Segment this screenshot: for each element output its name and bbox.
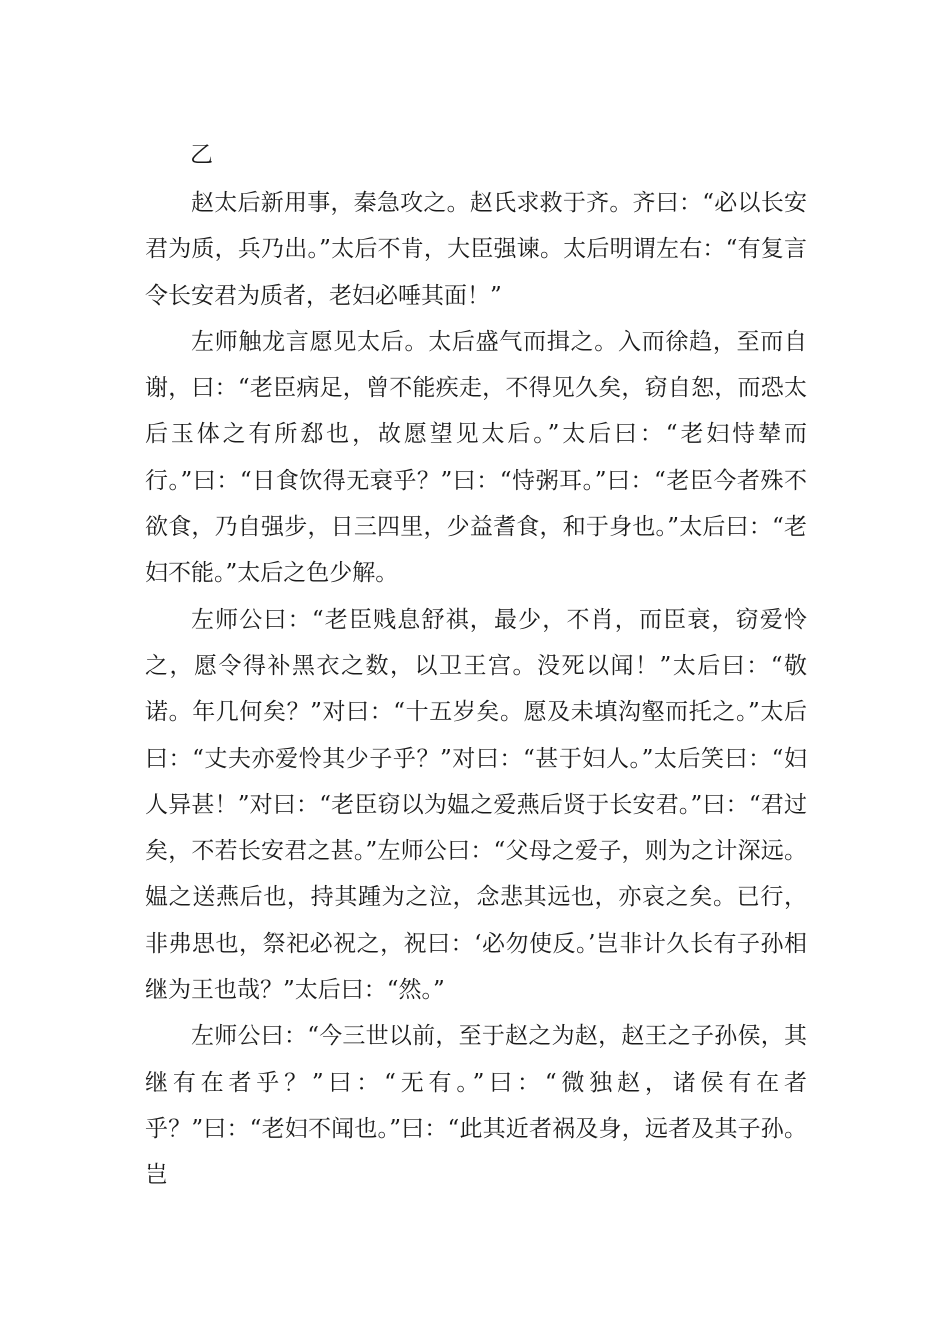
paragraph-4: 左师公曰：“今三世以前，至于赵之为赵，赵王之子孙侯，其继有在者乎？”曰：“无有。”曰：“微独赵，诸侯有在者乎？”曰：“老妇不闻也。”曰：“此其近者祸及身，远者及其子孙。岂 <box>145 1023 807 1189</box>
paragraph-2: 左师触龙言愿见太后。太后盛气而揖之。入而徐趋，至而自谢，曰：“老臣病足，曾不能疾走，不得见久矣，窃自恕，而恐太后玉体之有所郄也，故愿望见太后。”太后曰：“老妇恃辇而行。”曰：“日食饮得无衰乎？”曰：“恃粥耳。”曰：“老臣今者殊不欲食，乃自强步，日三四里，少益耆食，和于身也。”太后曰：“老妇不能。”太后之色少解。 <box>145 328 807 587</box>
paragraph-1: 赵太后新用事，秦急攻之。赵氏求救于齐。齐曰：“必以长安君为质，兵乃出。”太后不肯，大臣强谏。太后明谓左右：“有复言令长安君为质者，老妇必唾其面！” <box>145 190 807 309</box>
document-body <box>145 180 807 1199</box>
paragraph-3: 左师公曰：“老臣贱息舒祺，最少，不肖，而臣衰，窃爱怜之，愿令得补黑衣之数，以卫王宫。没死以闻！”太后曰：“敬诺。年几何矣？”对曰：“十五岁矣。愿及未填沟壑而托之。”太后曰：“丈夫亦爱怜其少子乎？”对曰：“甚于妇人。”太后笑曰：“妇人异甚！”对曰：“老臣窃以为媪之爱燕后贤于长安君。”曰：“君过矣，不若长安君之甚。”左师公曰：“父母之爱子，则为之计深远。媪之送燕后也，持其踵为之泣，念悲其远也，亦哀之矣。已行，非弗思也，祭祀必祝之，祝曰：‘必勿使反。’岂非计久长有子孙相继为王也哉？”太后曰：“然。” <box>145 606 807 1004</box>
section-heading: 乙 <box>190 142 213 168</box>
